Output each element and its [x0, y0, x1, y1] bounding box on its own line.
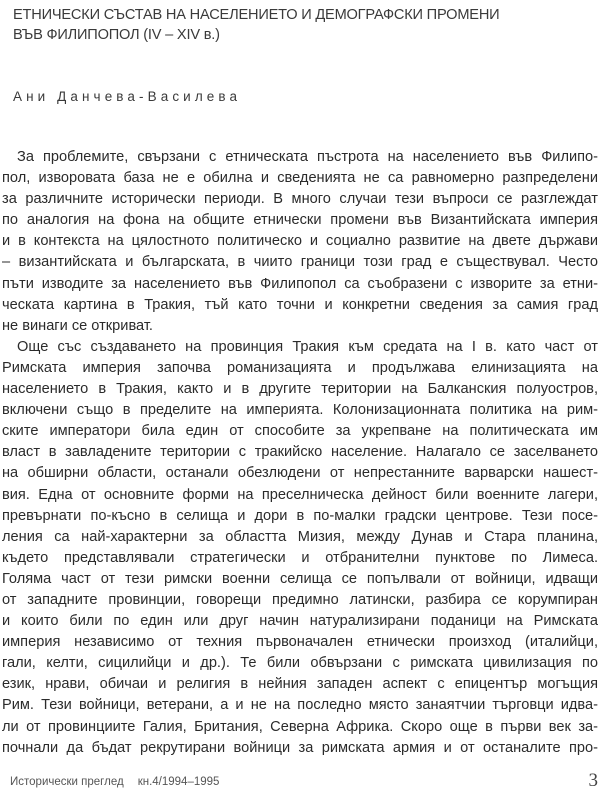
body-line: гали, келти, сицилийци и др.). Те били обвързани с римската цивилизация по [2, 655, 598, 672]
body-line: Римската империя започва романизацията и продължава елинизацията на [2, 359, 598, 376]
body-line: Рим. Тези войници, ветерани, а и не на последно място занаятчии търговци идва- [2, 697, 598, 714]
body-line: вия. Една от основните форми на преселническа дейност били военните лагери, [2, 486, 598, 503]
body-line: ли от провинциите Галия, Британия, Северна Африка. Скоро още в първи век за- [2, 718, 598, 735]
body-line: по аналогия на фона на общите етнически промени във Византийската империя [2, 212, 598, 229]
body-line: пъти изводите за населението във Филипопол са съобразени с изворите за етни- [2, 275, 598, 292]
body-line: на обширни области, останали обезлюдени от непрестанните варварски нашест- [2, 465, 598, 482]
body-line: ления са най-характерни за областта Мизия, между Дунав и Стара планина, [2, 528, 598, 545]
body-line: и които били по един или друг начин натурализирани поданици на Римската [2, 613, 598, 630]
body-line: – византийската и българската, в чиито граници този град е съществувал. Често [2, 254, 598, 271]
page-footer [10, 776, 219, 788]
issue-number: кн.4/1994–1995 [137, 776, 220, 788]
article-title [13, 5, 598, 45]
body-line: където представлявали стратегически и отбранителни пунктове по Лимеса. [2, 549, 598, 566]
body-line: империя независимо от техния първоначален етнически произход (италийци, [2, 634, 598, 651]
body-line: Голяма част от тези римски военни селища се попълвали от войници, идващи [2, 570, 598, 587]
body-line: ческата картина в Тракия, тъй като точни и конкретни сведения за самия град [2, 296, 598, 313]
body-line: ските императори била един от способите за укрепване на политическата им [2, 423, 598, 440]
article-body [2, 147, 598, 759]
body-line: населението в Тракия, както и в другите територии на Балканския полуостров, [2, 381, 598, 398]
body-line: Още със създаването на провинция Тракия към средата на I в. като част от [17, 338, 598, 355]
journal-name: Исторически преглед [10, 776, 124, 788]
body-line: и в контекста на цялостното политическо и социално развитие на двете държави [2, 233, 598, 250]
body-line: За проблемите, свързани с етническата пъстрота на населението във Филипо- [17, 149, 598, 165]
title-line: ВЪВ ФИЛИПОПОЛ (IV – XIV в.) [13, 27, 220, 43]
body-line: включени също в пределите на империята. Колонизационната политика на рим- [2, 402, 598, 419]
body-line: език, нрави, обичаи и религия в нейния западен аспект с епицентър могъщия [2, 676, 598, 693]
body-line: почнали да бъдат рекрутирани войници за римската армия и от останалите про- [2, 739, 598, 756]
body-line: за различните исторически периоди. В много случаи тези въпроси се разглеждат [2, 191, 598, 208]
body-line: власт в завладените територии с тракийско население. Налагало се заселването [2, 444, 598, 461]
title-line: ЕТНИЧЕСКИ СЪСТАВ НА НАСЕЛЕНИЕТО И ДЕМОГРАФСКИ ПРОМЕНИ [13, 7, 500, 23]
body-line: от западните провинции, говорещи предимно латински, разбира се корумпиран [2, 591, 598, 608]
author-name: Ани Данчева-Василева [13, 89, 242, 104]
body-line: пол, изворовата база не е обилна и сведенията не са равномерно разпределени [2, 170, 598, 187]
page-number: 3 [588, 770, 598, 791]
body-line: не винаги се откриват. [2, 317, 153, 334]
body-line: превърнати по-късно в селища и дори в по-малки градски центрове. Тези посе- [2, 507, 598, 524]
